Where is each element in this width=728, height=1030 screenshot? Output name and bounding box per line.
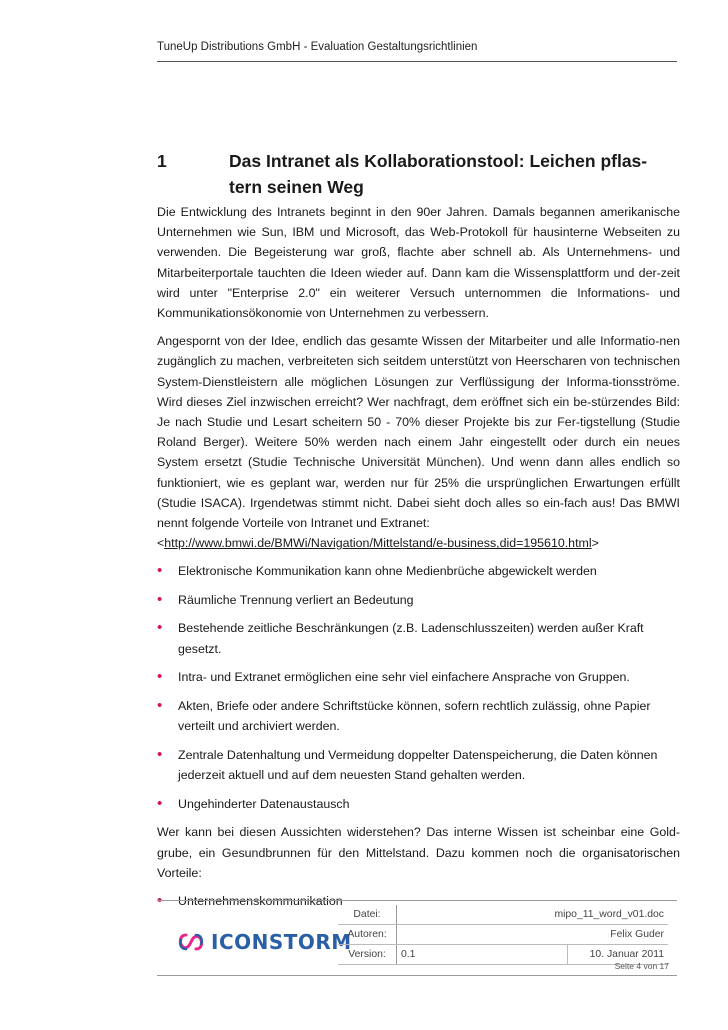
company-logo — [177, 930, 352, 954]
list-item — [157, 696, 680, 737]
section-title-line2: tern seinen Weg — [229, 177, 364, 197]
meta-row-authors — [338, 925, 668, 945]
list-item — [157, 561, 680, 582]
list-item — [157, 667, 680, 688]
section-title-line1: Das Intranet als Kollaborationstool: Leichen pflas- — [229, 151, 648, 171]
bullet-icon: • — [157, 590, 163, 608]
paragraph-goals-text: Angespornt von der Idee, endlich das gesamte Wissen der Mitarbeiter und alle Informatio-nen zugänglich zu machen, verbreiteten sich seitdem unterstützt von Heerscharen von technischen System-Dienstleistern alle möglichen Lösungen zur Verflüssigung der Informa-tionsströme. Wird dieses Ziel inzwischen erreicht? Wer nachfragt, dem eröffnet sich ein be-stürzendes Bild: Je nach Studie und Lesart scheitern 50 - 70% dieser Projekte bis zur Fer-tigstellung (Studie Roland Berger). Weitere 50% werden nach einem Jahr eingestellt oder durch ein neues System ersetzt (Studie Technische Universität München). Und wenn dann alles endlich so funktioniert, wie es geplant war, werden nur für 25% die ursprünglichen Erwartungen erfüllt (Studie ISACA). Irgendetwas stimmt nicht. Dabei sieht doch alles so ein-fach aus! Das BMWI nennt folgende Vorteile von Intranet und Extranet: — [157, 334, 680, 531]
list-item-text: Räumliche Trennung verliert an Bedeutung — [178, 592, 414, 607]
iconstorm-logo-icon — [177, 931, 205, 953]
bullet-icon: • — [157, 696, 163, 714]
page-number: Seite 4 von 17 — [614, 961, 669, 971]
list-item-text: Zentrale Datenhaltung und Vermeidung doppelter Datenspeicherung, die Daten können jederzeit aktuell und auf dem neuesten Stand gehalten werden. — [178, 747, 658, 783]
version-value: 0.1 — [397, 945, 568, 965]
bmwi-link[interactable]: http://www.bmwi.de/BMWi/Navigation/Mittelstand/e-business,did=195610.html — [164, 536, 592, 551]
document-footer — [157, 900, 677, 976]
paragraph-intro: Die Entwicklung des Intranets beginnt in den 90er Jahren. Damals begannen amerikanische Unternehmen wie Sun, IBM und Microsoft, das Web-Protokoll für hausinterne Webseiten zu verwenden. Die Begeisterung war groß, flachte aber schnell ab. Als Unternehmens- und Mitarbeiterportale tauchten die Ideen wieder auf. Dann kam die Wissensplattform und der-zeit wird unter "Enterprise 2.0" ein weiterer Versuch unternommen die Informations- und Kommunikationsökonomie von Unternehmen zu verbessern. — [157, 205, 680, 321]
list-item-text: Bestehende zeitliche Beschränkungen (z.B. Ladenschlusszeiten) werden außer Kraft gesetzt. — [178, 621, 644, 656]
bullet-icon: • — [157, 745, 163, 763]
list-item — [157, 590, 680, 611]
meta-row-file — [338, 905, 668, 925]
section-heading — [157, 148, 680, 200]
main-content — [157, 148, 680, 920]
running-header: TuneUp Distributions GmbH - Evaluation Gestaltungsrichtlinien — [157, 41, 478, 53]
section-title — [229, 148, 680, 200]
file-value: mipo_11_word_v01.doc — [397, 905, 669, 925]
advantages-list — [157, 561, 680, 814]
bullet-icon: • — [157, 794, 163, 812]
bullet-icon: • — [157, 892, 163, 910]
list-item-text: Unternehmenskommunikation — [178, 894, 343, 909]
list-item-text: Ungehinderter Datenaustausch — [178, 796, 350, 811]
bullet-icon: • — [157, 619, 163, 637]
authors-value: Felix Guder — [397, 925, 669, 945]
logo-wordmark: ICONSTORM — [211, 930, 352, 954]
header-divider — [157, 61, 677, 62]
bullet-icon: • — [157, 668, 163, 686]
list-item — [157, 618, 680, 659]
list-item-text: Intra- und Extranet ermöglichen eine sehr viel einfachere Ansprache von Gruppen. — [178, 670, 630, 685]
paragraph-question: Wer kann bei diesen Aussichten widerstehen? Das interne Wissen ist scheinbar eine Gold-grube, ein Gesundbrunnen für den Mittelstand. Dazu kommen noch die organisatorischen Vorteile: — [157, 825, 680, 880]
list-item — [157, 745, 680, 786]
authors-label: Autoren: — [338, 925, 397, 945]
link-bracket-open: < — [157, 536, 165, 551]
file-label: Datei: — [338, 905, 397, 925]
list-item — [157, 794, 680, 815]
list-item-text: Akten, Briefe oder andere Schriftstücke können, sofern rechtlich zulässig, ohne Papier verteilt und archiviert werden. — [178, 698, 651, 734]
bullet-icon: • — [157, 562, 163, 580]
paragraph-goals — [157, 331, 680, 553]
section-number: 1 — [157, 151, 167, 171]
link-bracket-close: > — [591, 536, 599, 551]
version-label: Version: — [338, 945, 397, 965]
list-item-text: Elektronische Kommunikation kann ohne Medienbrüche abgewickelt werden — [178, 564, 597, 579]
date-value: 10. Januar 2011 — [568, 945, 669, 965]
document-meta-table — [338, 905, 668, 965]
